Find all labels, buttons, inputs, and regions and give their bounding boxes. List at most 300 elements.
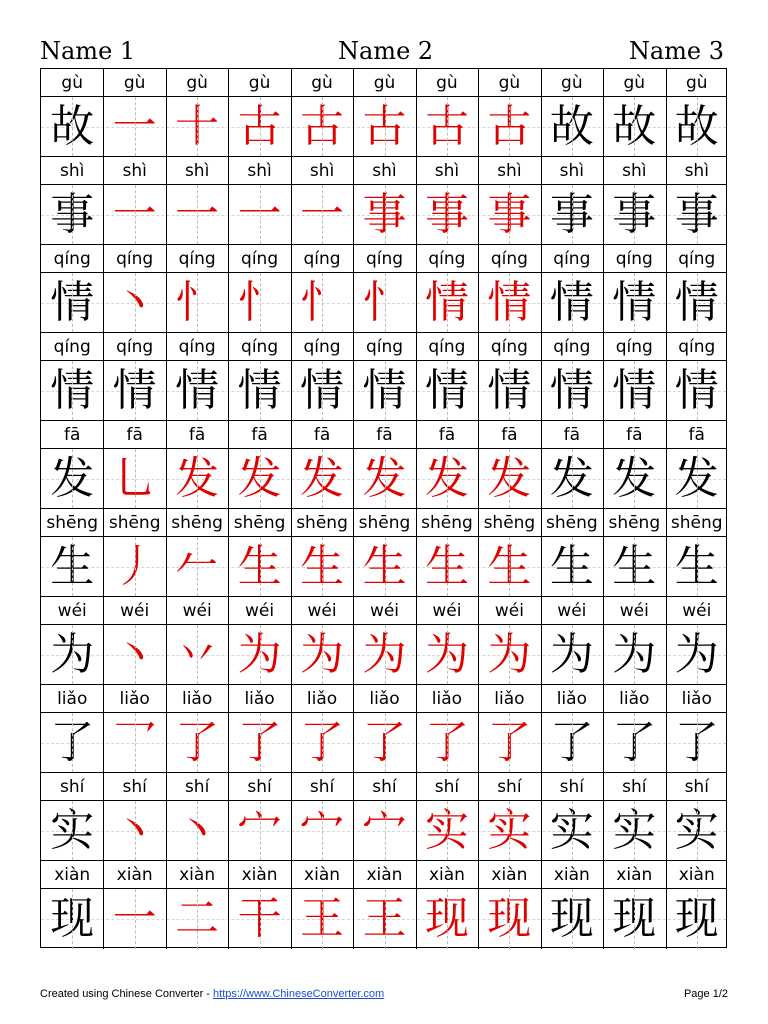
stroke-step-character: 丿	[112, 541, 157, 592]
guide-line	[72, 273, 73, 332]
pinyin-cell: qíng	[365, 337, 404, 357]
cell-divider	[478, 713, 479, 772]
stroke-step-character: 了	[612, 717, 657, 768]
pinyin-cell: fā	[438, 425, 456, 445]
cell-divider	[228, 509, 229, 536]
stroke-step-character: 发	[487, 453, 532, 504]
cell-divider	[166, 509, 167, 536]
pinyin-cell: liǎo	[619, 689, 650, 709]
stroke-step-character: 实	[487, 805, 532, 856]
character-row	[41, 625, 726, 685]
guide-line	[322, 801, 323, 860]
stroke-step-character: 生	[487, 541, 532, 592]
cell-divider	[228, 801, 229, 860]
cell-divider	[291, 685, 292, 712]
stroke-step-character: 情	[237, 365, 282, 416]
cell-divider	[666, 361, 667, 420]
pinyin-cell: qíng	[365, 249, 404, 269]
cell-divider	[416, 685, 417, 712]
guide-line	[72, 713, 73, 772]
pinyin-cell: fā	[688, 425, 705, 445]
cell-divider	[478, 537, 479, 596]
guide-line	[509, 625, 510, 684]
cell-divider	[103, 685, 104, 712]
stroke-step-character: 事	[362, 189, 407, 240]
pinyin-cell: qíng	[241, 249, 279, 269]
cell-divider	[166, 597, 167, 624]
stroke-step-character: 一	[175, 189, 220, 240]
cell-divider	[166, 801, 167, 860]
cell-divider	[541, 449, 542, 508]
stroke-step-character: 故	[612, 101, 657, 152]
stroke-step-character: 事	[674, 189, 719, 240]
practice-row	[41, 157, 726, 245]
cell-divider	[103, 245, 104, 272]
stroke-step-character: 事	[612, 189, 657, 240]
cell-divider	[291, 713, 292, 772]
guide-line	[135, 273, 136, 332]
cell-divider	[416, 273, 417, 332]
pinyin-cell: liǎo	[494, 689, 525, 709]
pinyin-cell: qíng	[553, 337, 591, 357]
stroke-step-character: 情	[674, 365, 719, 416]
stroke-step-character: 古	[237, 101, 282, 152]
stroke-step-character: 一	[112, 101, 157, 152]
stroke-step-character: 实	[549, 805, 594, 856]
pinyin-row	[41, 597, 726, 625]
cell-divider	[166, 333, 167, 360]
cell-divider	[228, 157, 229, 184]
footer-text: Created using Chinese Converter -	[40, 988, 214, 1000]
cell-divider	[541, 361, 542, 420]
guide-line	[72, 449, 73, 508]
practice-row	[41, 333, 726, 421]
guide-line	[322, 537, 323, 596]
guide-line	[322, 361, 323, 420]
cell-divider	[478, 449, 479, 508]
stroke-step-character: 现	[612, 893, 657, 944]
guide-line	[385, 801, 386, 860]
stroke-step-character: 一	[237, 189, 282, 240]
practice-grid	[40, 68, 727, 948]
guide-line	[572, 801, 573, 860]
cell-divider	[666, 245, 667, 272]
stroke-step-character: 忄	[300, 277, 345, 328]
cell-divider	[166, 625, 167, 684]
cell-divider	[478, 185, 479, 244]
cell-divider	[103, 361, 104, 420]
cell-divider	[478, 245, 479, 272]
guide-line	[135, 361, 136, 420]
pinyin-cell: gù	[248, 73, 271, 93]
pinyin-cell: liǎo	[369, 689, 400, 709]
cell-divider	[353, 801, 354, 860]
stroke-step-character: 生	[424, 541, 469, 592]
cell-divider	[353, 597, 354, 624]
cell-divider	[666, 97, 667, 156]
cell-divider	[603, 537, 604, 596]
guide-line	[72, 361, 73, 420]
pinyin-cell: shēng	[546, 513, 598, 533]
practice-row	[41, 773, 726, 861]
pinyin-cell: xiàn	[428, 865, 465, 885]
cell-divider	[103, 421, 104, 448]
cell-divider	[228, 889, 229, 949]
pinyin-cell: wéi	[432, 601, 462, 621]
cell-divider	[603, 333, 604, 360]
pinyin-cell: shēng	[296, 513, 348, 533]
guide-line	[385, 449, 386, 508]
stroke-step-character: 发	[362, 453, 407, 504]
stroke-step-character: 生	[237, 541, 282, 592]
pinyin-cell: qíng	[241, 337, 279, 357]
cell-divider	[103, 333, 104, 360]
cell-divider	[603, 685, 604, 712]
pinyin-cell: qíng	[178, 249, 216, 269]
cell-divider	[416, 421, 417, 448]
guide-line	[197, 97, 198, 156]
pinyin-cell: qíng	[53, 249, 91, 269]
stroke-step-character: 情	[424, 365, 469, 416]
stroke-step-character: 发	[549, 453, 594, 504]
cell-divider	[416, 97, 417, 156]
stroke-step-character: 生	[674, 541, 719, 592]
pinyin-cell: qíng	[428, 337, 466, 357]
cell-divider	[166, 245, 167, 272]
footer-link[interactable]: https://www.ChineseConverter.com	[213, 988, 385, 1000]
pinyin-cell: shēng	[108, 513, 161, 533]
cell-divider	[541, 97, 542, 156]
cell-divider	[166, 449, 167, 508]
cell-divider	[603, 245, 604, 272]
pinyin-cell: shì	[372, 161, 397, 181]
cell-divider	[478, 361, 479, 420]
guide-line	[135, 801, 136, 860]
pinyin-cell: fā	[251, 425, 268, 445]
cell-divider	[666, 157, 667, 184]
cell-divider	[228, 625, 229, 684]
cell-divider	[353, 157, 354, 184]
cell-divider	[416, 537, 417, 596]
stroke-step-character: 为	[362, 629, 407, 680]
guide-line	[697, 361, 698, 420]
cell-divider	[103, 537, 104, 596]
pinyin-cell: shì	[122, 161, 147, 181]
stroke-step-character: 古	[424, 101, 469, 152]
cell-divider	[166, 889, 167, 949]
cell-divider	[353, 333, 354, 360]
cell-divider	[166, 97, 167, 156]
guide-line	[260, 625, 261, 684]
cell-divider	[478, 597, 479, 624]
guide-line	[197, 361, 198, 420]
pinyin-cell: shí	[559, 777, 585, 797]
name-1-label: Name 1	[40, 37, 136, 65]
stroke-step-character: 现	[424, 893, 469, 944]
cell-divider	[228, 245, 229, 272]
pinyin-cell: liǎo	[431, 689, 463, 709]
cell-divider	[666, 509, 667, 536]
guide-line	[572, 625, 573, 684]
stroke-step-character: 情	[362, 365, 407, 416]
cell-divider	[103, 801, 104, 860]
pinyin-cell: qíng	[178, 337, 216, 357]
cell-divider	[228, 861, 229, 888]
cell-divider	[103, 597, 104, 624]
practice-row	[41, 245, 726, 333]
guide-line	[572, 713, 573, 772]
cell-divider	[103, 889, 104, 949]
pinyin-cell: shí	[497, 777, 522, 797]
cell-divider	[166, 273, 167, 332]
cell-divider	[541, 685, 542, 712]
cell-divider	[103, 625, 104, 684]
pinyin-cell: shì	[434, 161, 460, 181]
stroke-step-character: 情	[175, 365, 220, 416]
cell-divider	[541, 185, 542, 244]
guide-line	[447, 537, 448, 596]
pinyin-cell: fā	[501, 425, 518, 445]
guide-line	[634, 889, 635, 949]
pinyin-cell: fā	[313, 425, 331, 445]
stroke-step-character: 生	[612, 541, 657, 592]
stroke-step-character: 实	[674, 805, 719, 856]
cell-divider	[541, 509, 542, 536]
pinyin-cell: qíng	[553, 249, 591, 269]
guide-line	[572, 361, 573, 420]
cell-divider	[353, 685, 354, 712]
guide-line	[447, 273, 448, 332]
guide-line	[72, 97, 73, 156]
stroke-step-character: 王	[300, 893, 345, 944]
pinyin-cell: wéi	[619, 601, 649, 621]
guide-line	[447, 361, 448, 420]
cell-divider	[541, 273, 542, 332]
cell-divider	[291, 361, 292, 420]
cell-divider	[603, 421, 604, 448]
guide-line	[572, 97, 573, 156]
stroke-step-character: 情	[487, 365, 532, 416]
stroke-step-character: 宀	[237, 805, 282, 856]
guide-line	[447, 713, 448, 772]
pinyin-cell: xiàn	[54, 865, 91, 885]
pinyin-cell: gù	[623, 73, 646, 93]
pinyin-cell: shí	[622, 777, 647, 797]
cell-divider	[291, 449, 292, 508]
guide-line	[697, 185, 698, 244]
guide-line	[697, 889, 698, 949]
pinyin-row	[41, 773, 726, 801]
cell-divider	[228, 361, 229, 420]
stroke-step-character: 了	[362, 717, 407, 768]
stroke-step-character: 古	[362, 101, 407, 152]
stroke-step-character: 了	[300, 717, 345, 768]
character-row	[41, 801, 726, 861]
cell-divider	[416, 361, 417, 420]
cell-divider	[353, 97, 354, 156]
character-row	[41, 97, 726, 157]
cell-divider	[353, 537, 354, 596]
cell-divider	[228, 69, 229, 96]
cell-divider	[353, 449, 354, 508]
cell-divider	[166, 421, 167, 448]
model-character: 事	[50, 189, 95, 240]
model-character: 为	[50, 629, 95, 680]
guide-line	[135, 185, 136, 244]
guide-line	[322, 625, 323, 684]
stroke-step-character: 发	[300, 453, 345, 504]
guide-line	[260, 801, 261, 860]
cell-divider	[291, 69, 292, 96]
guide-line	[197, 801, 198, 860]
cell-divider	[478, 801, 479, 860]
pinyin-cell: shēng	[483, 513, 536, 533]
pinyin-cell: liǎo	[681, 689, 712, 709]
cell-divider	[416, 773, 417, 800]
pinyin-cell: fā	[126, 425, 143, 445]
pinyin-cell: wéi	[57, 601, 87, 621]
name-2-label: Name 2	[338, 37, 434, 65]
cell-divider	[541, 537, 542, 596]
cell-divider	[291, 861, 292, 888]
cell-divider	[353, 273, 354, 332]
cell-divider	[416, 597, 417, 624]
pinyin-cell: shí	[372, 777, 397, 797]
guide-line	[634, 449, 635, 508]
guide-line	[572, 273, 573, 332]
cell-divider	[416, 245, 417, 272]
stroke-step-character: 一	[112, 189, 157, 240]
cell-divider	[541, 773, 542, 800]
model-character: 发	[50, 453, 95, 504]
cell-divider	[228, 97, 229, 156]
character-row	[41, 185, 726, 245]
cell-divider	[353, 421, 354, 448]
cell-divider	[291, 185, 292, 244]
guide-line	[509, 97, 510, 156]
guide-line	[135, 889, 136, 949]
cell-divider	[666, 625, 667, 684]
guide-line	[634, 361, 635, 420]
stroke-step-character: 了	[424, 717, 469, 768]
guide-line	[509, 713, 510, 772]
cell-divider	[291, 157, 292, 184]
cell-divider	[603, 97, 604, 156]
pinyin-row	[41, 685, 726, 713]
cell-divider	[603, 185, 604, 244]
pinyin-cell: liǎo	[556, 689, 587, 709]
cell-divider	[541, 421, 542, 448]
cell-divider	[666, 69, 667, 96]
pinyin-cell: shēng	[421, 513, 473, 533]
guide-line	[135, 713, 136, 772]
cell-divider	[416, 625, 417, 684]
pinyin-cell: shí	[184, 777, 210, 797]
guide-line	[385, 889, 386, 949]
pinyin-cell: gù	[61, 73, 83, 93]
stroke-step-character: 了	[175, 717, 220, 768]
practice-row	[41, 685, 726, 773]
guide-line	[385, 713, 386, 772]
cell-divider	[541, 333, 542, 360]
stroke-step-character: 情	[549, 365, 594, 416]
guide-line	[135, 537, 136, 596]
stroke-step-character: 生	[300, 541, 345, 592]
cell-divider	[353, 773, 354, 800]
pinyin-cell: gù	[685, 73, 708, 93]
guide-line	[634, 97, 635, 156]
cell-divider	[666, 685, 667, 712]
cell-divider	[353, 625, 354, 684]
pinyin-cell: shēng	[233, 513, 286, 533]
cell-divider	[103, 273, 104, 332]
pinyin-cell: shí	[247, 777, 272, 797]
guide-line	[509, 801, 510, 860]
pinyin-cell: shí	[684, 777, 709, 797]
pinyin-cell: qíng	[615, 249, 653, 269]
guide-line	[197, 273, 198, 332]
pinyin-cell: fā	[563, 425, 581, 445]
stroke-step-character: 古	[300, 101, 345, 152]
cell-divider	[228, 421, 229, 448]
stroke-step-character: 情	[612, 365, 657, 416]
pinyin-cell: qíng	[116, 337, 154, 357]
pinyin-cell: shì	[309, 161, 335, 181]
cell-divider	[353, 509, 354, 536]
cell-divider	[416, 713, 417, 772]
cell-divider	[603, 625, 604, 684]
cell-divider	[228, 597, 229, 624]
cell-divider	[353, 185, 354, 244]
pinyin-cell: shì	[622, 161, 647, 181]
guide-line	[509, 889, 510, 949]
guide-line	[260, 273, 261, 332]
guide-line	[385, 625, 386, 684]
pinyin-cell: liǎo	[181, 689, 213, 709]
model-character: 实	[50, 805, 95, 856]
cell-divider	[103, 861, 104, 888]
cell-divider	[478, 69, 479, 96]
cell-divider	[228, 773, 229, 800]
stroke-step-character: 了	[549, 717, 594, 768]
cell-divider	[353, 361, 354, 420]
cell-divider	[666, 273, 667, 332]
cell-divider	[478, 157, 479, 184]
guide-line	[197, 713, 198, 772]
cell-divider	[416, 449, 417, 508]
guide-line	[72, 889, 73, 949]
pinyin-cell: wéi	[120, 601, 150, 621]
stroke-step-character: 发	[612, 453, 657, 504]
cell-divider	[478, 773, 479, 800]
stroke-step-character: 乚	[112, 453, 157, 504]
cell-divider	[603, 449, 604, 508]
cell-divider	[541, 245, 542, 272]
guide-line	[385, 97, 386, 156]
stroke-step-character: 生	[549, 541, 594, 592]
cell-divider	[478, 889, 479, 949]
pinyin-cell: xiàn	[304, 865, 341, 885]
pinyin-cell: wéi	[369, 601, 400, 621]
pinyin-cell: liǎo	[57, 689, 88, 709]
cell-divider	[666, 449, 667, 508]
guide-line	[135, 625, 136, 684]
guide-line	[509, 537, 510, 596]
stroke-step-character: 十	[175, 101, 220, 152]
cell-divider	[666, 889, 667, 949]
practice-row	[41, 69, 726, 157]
cell-divider	[416, 509, 417, 536]
